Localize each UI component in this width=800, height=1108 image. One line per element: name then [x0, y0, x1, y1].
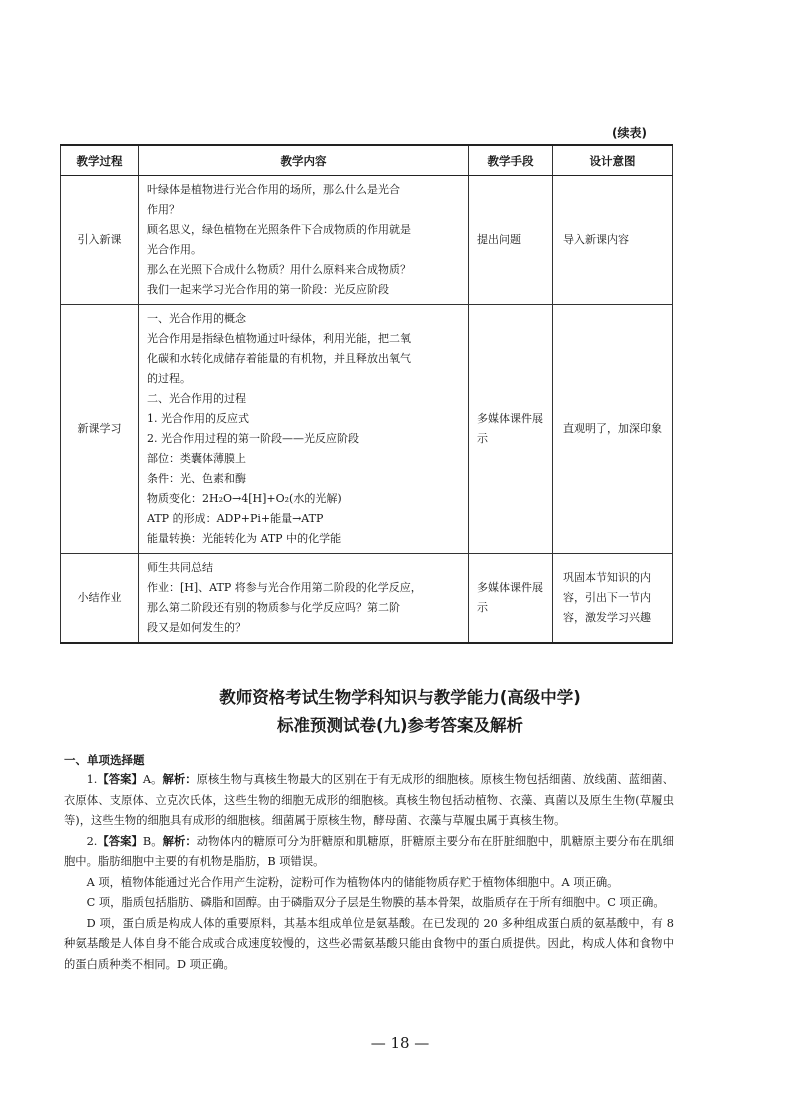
option-c-analysis: C 项，脂质包括脂肪、磷脂和固醇。由于磷脂双分子层是生物膜的基本骨架，故脂质存在于所有细胞中。C 项正确。 [86, 896, 665, 909]
content-line: 顾名思义，绿色植物在光照条件下合成物质的作用就是 [147, 223, 411, 236]
means-cell: 提出问题 [469, 176, 553, 305]
stage-cell: 引入新课 [61, 176, 139, 305]
question-2-explanation [64, 832, 674, 873]
option-d-analysis: D 项，蛋白质是构成人体的重要原料，其基本组成单位是氨基酸。在已发现的 20 多种组成蛋白质的氨基酸中，有 8 种氨基酸是人体自身不能合成或合成速度较慢的，这些必需氨基酸只能由食物中的蛋白质提供。因此，构成人体和食物中的蛋白质种类不相同。D 项正确。 [64, 916, 674, 971]
content-line: 1. 光合作用的反应式 [147, 412, 249, 425]
content-line: 作用？ [147, 203, 180, 216]
analysis-text: 原核生物与真核生物最大的区别在于有无成形的细胞核。原核生物包括细菌、放线菌、蓝细菌、衣原体、支原体、立克次氏体，这些生物的细胞无成形的细胞核。真核生物包括动植物、衣藻、真菌以及原生生物(草履虫等)，这些生物的细胞具有成形的细胞核。细菌属于原核生物，酵母菌、衣藻与草履虫属于真核生物。 [64, 773, 674, 827]
design-cell: 直观明了，加深印象 [553, 305, 673, 554]
stage-cell: 新课学习 [61, 305, 139, 554]
table-row [61, 305, 673, 554]
content-line: 那么第二阶段还有别的物质参与化学反应吗？第二阶 [147, 601, 400, 614]
answer-explanations [64, 770, 674, 975]
header-design: 设计意图 [553, 145, 673, 176]
answer-tag: 【答案】 [97, 834, 143, 848]
question-number: 1. [86, 773, 98, 786]
means-cell: 多媒体课件展示 [469, 305, 553, 554]
content-line: 化碳和水转化成储存着能量的有机物，并且释放出氧气 [147, 352, 411, 365]
content-line: 作业：[H]、ATP 将参与光合作用第二阶段的化学反应， [147, 581, 422, 594]
content-line: 我们一起来学习光合作用的第一阶段：光反应阶段 [147, 283, 389, 296]
continued-label: (续表) [612, 126, 647, 140]
content-line: 物质变化：2H₂O→4[H]+O₂(水的光解) [147, 492, 342, 505]
header-content: 教学内容 [139, 145, 469, 176]
answer-choice: B。 [142, 834, 163, 848]
means-cell: 多媒体课件展示 [469, 554, 553, 644]
content-line: ATP 的形成：ADP+Pi+能量→ATP [147, 512, 324, 525]
content-line: 光合作用。 [147, 243, 202, 256]
analysis-tag: 解析： [162, 834, 197, 848]
header-means: 教学手段 [469, 145, 553, 176]
question-1-explanation [64, 770, 674, 832]
content-line: 二、光合作用的过程 [147, 392, 246, 405]
table-row [61, 176, 673, 305]
answer-tag: 【答案】 [97, 773, 143, 786]
content-line: 条件：光、色素和酶 [147, 472, 246, 485]
content-line: 那么在光照下合成什么物质？用什么原料来合成物质？ [147, 263, 411, 276]
table-header-row [61, 145, 673, 176]
analysis-text: 动物体内的糖原可分为肝糖原和肌糖原，肝糖原主要分布在肝脏细胞中，肌糖原主要分布在肌细胞中。脂肪细胞中主要的有机物是脂肪，B 项错误。 [64, 834, 674, 868]
design-cell: 导入新课内容 [553, 176, 673, 305]
content-cell [139, 305, 469, 554]
content-line: 段又是如何发生的？ [147, 621, 246, 634]
stage-cell: 小结作业 [61, 554, 139, 644]
table-row [61, 554, 673, 644]
design-cell: 巩固本节知识的内容，引出下一节内容，激发学习兴趣 [553, 554, 673, 644]
content-line: 2. 光合作用过程的第一阶段——光反应阶段 [147, 432, 359, 445]
content-cell [139, 176, 469, 305]
content-line: 光合作用是指绿色植物通过叶绿体，利用光能，把二氧 [147, 332, 411, 345]
answer-choice: A。 [142, 773, 163, 786]
section-heading: 一、单项选择题 [64, 753, 145, 767]
header-stage: 教学过程 [61, 145, 139, 176]
page-number: — 18 — [370, 1034, 430, 1052]
question-number: 2. [86, 834, 98, 848]
content-line: 一、光合作用的概念 [147, 312, 246, 325]
analysis-tag: 解析： [162, 773, 197, 786]
lesson-plan-table [60, 144, 673, 644]
answer-title-line2: 标准预测试卷(九)参考答案及解析 [276, 716, 524, 735]
content-line: 部位：类囊体薄膜上 [147, 452, 246, 465]
content-line: 的过程。 [147, 372, 191, 385]
option-a-analysis: A 项，植物体能通过光合作用产生淀粉，淀粉可作为植物体内的储能物质存贮于植物体细胞中。A 项正确。 [86, 875, 619, 889]
content-line: 叶绿体是植物进行光合作用的场所，那么什么是光合 [147, 183, 400, 196]
content-line: 能量转换：光能转化为 ATP 中的化学能 [147, 532, 342, 545]
answer-title-line1: 教师资格考试生物学科知识与教学能力(高级中学) [219, 688, 581, 707]
content-cell [139, 554, 469, 644]
content-line: 师生共同总结 [147, 561, 213, 574]
